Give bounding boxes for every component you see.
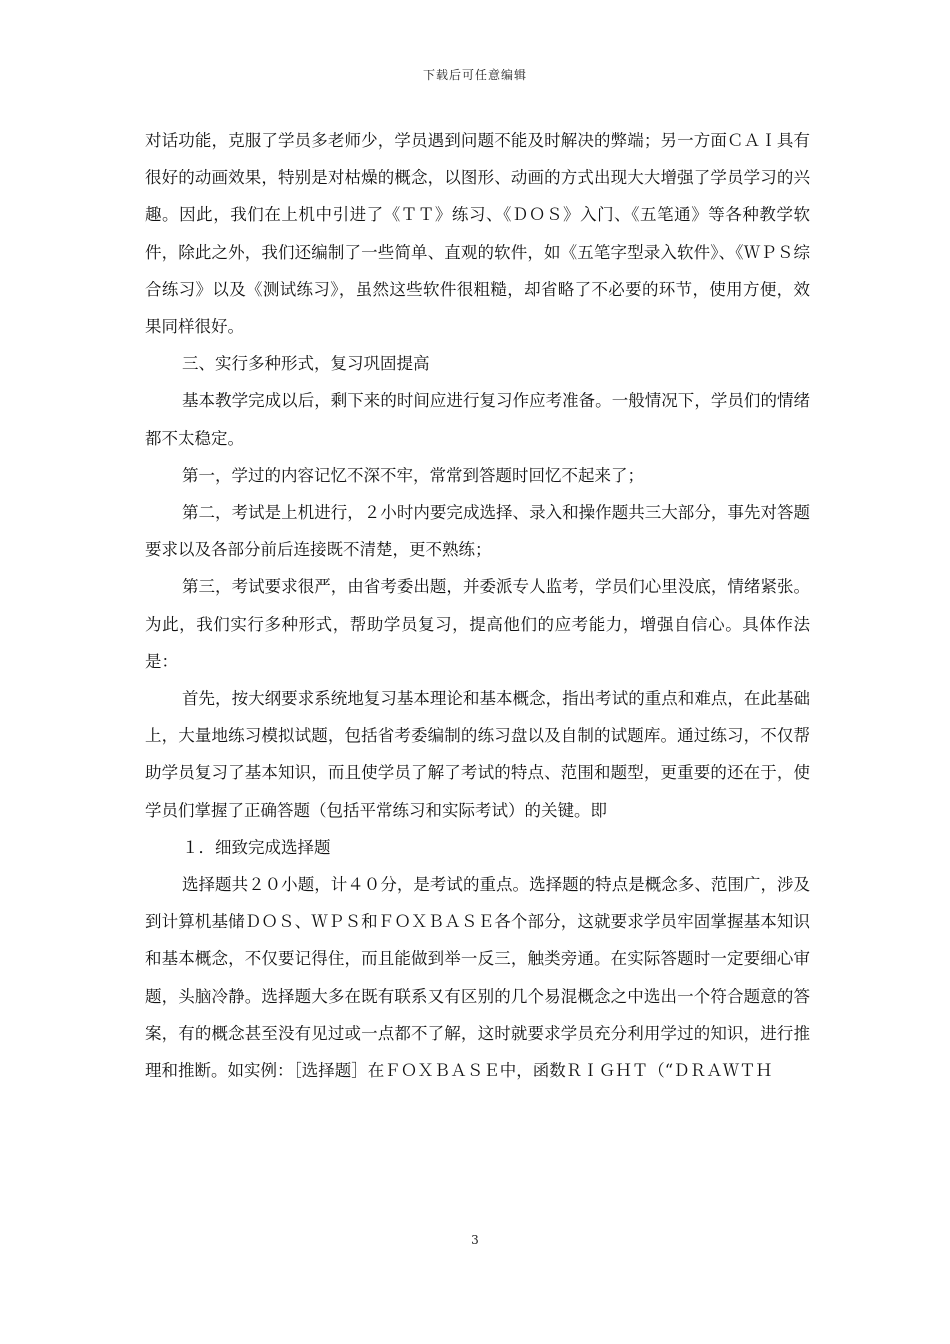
paragraph: 对话功能，克服了学员多老师少，学员遇到问题不能及时解决的弊端；另一方面ＣＡＩ具有很好的动画效果，特别是对枯燥的概念，以图形、动画的方式出现大大增强了学员学习的兴趣。因此，我们在上机中引进了《ＴＴ》练习、《ＤＯＳ》入门、《五笔通》等各种教学软件，除此之外，我们还编制了一些简单、直观的软件，如《五笔字型录入软件》、《ＷＰＳ综合练习》以及《测试练习》，虽然这些软件很粗糙，却省略了不必要的环节，使用方便，效果同样很好。 xyxy=(145,131,811,337)
document-body xyxy=(145,122,810,1089)
paragraph: 第一，学过的内容记忆不深不牢，常常到答题时回忆不起来了； xyxy=(182,465,644,485)
paragraph: 基本教学完成以后，剩下来的时间应进行复习作应考准备。一般情况下，学员们的情绪都不太稳定。 xyxy=(145,391,810,448)
paragraph: 第三，考试要求很严，由省考委出题，并委派专人监考，学员们心里没底，情绪紧张。为此，我们实行多种形式，帮助学员复习，提高他们的应考能力，增强自信心。具体作法是： xyxy=(145,577,810,671)
section-heading: 三、实行多种形式，复习巩固提高 xyxy=(182,354,430,374)
paragraph: 选择题共２０小题，计４０分，是考试的重点。选择题的特点是概念多、范围广，涉及到计算机基储ＤＯＳ、ＷＰＳ和ＦＯＸＢＡＳＥ各个部分，这就要求学员牢固掌握基本知识和基本概念，不仅要记得住，而且能做到举一反三，触类旁通。在实际答题时一定要细心审题，头脑冷静。选择题大多在既有联系又有区别的几个易混概念之中选出一个符合题意的答案，有的概念甚至没有见过或一点都不了解，这时就要求学员充分利用学过的知识，进行推理和推断。如实例：［选择题］在ＦＯＸＢＡＳＥ中，函数ＲＩＧＨＴ（“ＤＲＡＷＴＨ xyxy=(145,875,810,1081)
page-header: 下载后可任意编辑 xyxy=(422,68,527,82)
paragraph: 第二，考试是上机进行，２小时内要完成选择、录入和操作题共三大部分，事先对答题要求以及各部分前后连接既不清楚，更不熟练； xyxy=(145,503,810,560)
subsection-heading: １．细致完成选择题 xyxy=(182,837,331,857)
page-number: 3 xyxy=(471,1233,479,1247)
paragraph: 首先，按大纲要求系统地复习基本理论和基本概念，指出考试的重点和难点，在此基础上，大量地练习模拟试题，包括省考委编制的练习盘以及自制的试题库。通过练习，不仅帮助学员复习了基本知识，而且使学员了解了考试的特点、范围和题型，更重要的还在于，使学员们掌握了正确答题（包括平常练习和实际考试）的关键。即 xyxy=(145,689,810,820)
